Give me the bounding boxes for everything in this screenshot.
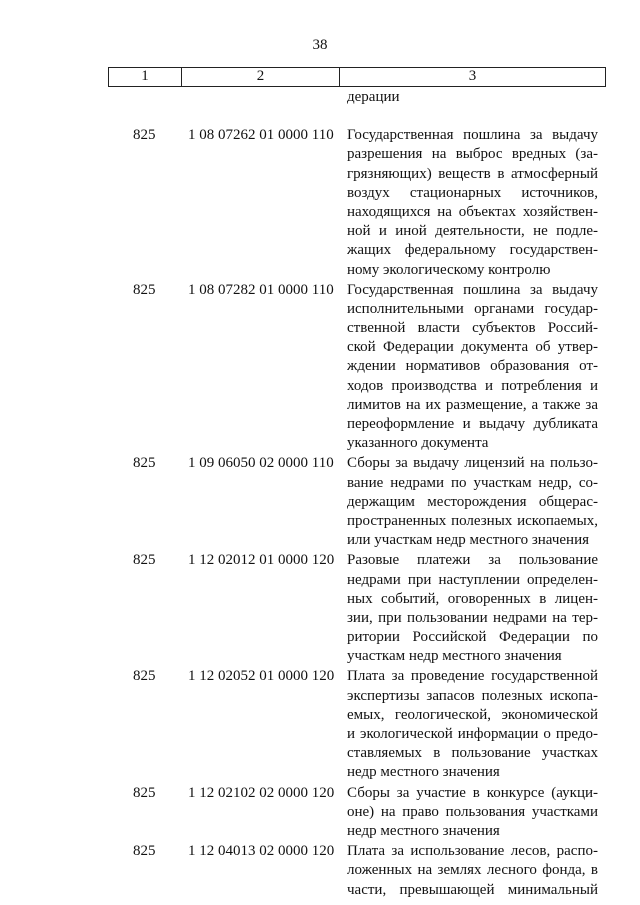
description-line: ной и иной деятельности, не подле- <box>347 223 598 240</box>
description-line: ных событий, оговоренных в лицен- <box>347 590 598 607</box>
revenue-description <box>347 784 598 842</box>
description-line: или участкам недр местного значения <box>347 532 589 549</box>
description-line: грязняющих) веществ в атмосферный <box>347 165 598 182</box>
budget-classification-code: 1 09 06050 02 0000 110 <box>188 455 334 472</box>
table-row <box>0 667 640 782</box>
description-line: вание недрами по участкам недр, со- <box>347 474 598 491</box>
admin-code: 825 <box>133 455 156 472</box>
header-col-1: 1 <box>109 68 182 86</box>
description-line: разрешения на выброс вредных (за- <box>347 146 598 163</box>
description-line: исполнительными органами государ- <box>347 300 598 317</box>
description-line: экспертизы запасов полезных ископа- <box>347 687 598 704</box>
description-line: ному экологическому контролю <box>347 261 551 278</box>
description-line: Сборы за участие в конкурсе (аукци- <box>347 784 598 801</box>
description-line: Сборы за выдачу лицензий на пользо- <box>347 455 598 472</box>
description-line: оне) на право пользования участками <box>347 803 598 820</box>
admin-code: 825 <box>133 668 156 685</box>
table-header <box>108 67 606 87</box>
description-line: Плата за проведение государственной <box>347 668 598 685</box>
description-line: ритории Российской Федерации по <box>347 629 598 646</box>
description-line: ставляемых в пользование участках <box>347 745 598 762</box>
description-line: ходов производства и потребления и <box>347 377 598 394</box>
description-line: Государственная пошлина за выдачу <box>347 281 598 298</box>
description-line: воздух стационарных источников, <box>347 184 598 201</box>
header-col-2: 2 <box>182 68 340 86</box>
revenue-description <box>347 842 598 900</box>
admin-code: 825 <box>133 281 156 298</box>
description-line: Плата за использование лесов, распо- <box>347 843 598 860</box>
table-row <box>0 88 640 107</box>
description-line: недр местного значения <box>347 822 500 839</box>
description-line: недрами при наступлении определен- <box>347 571 598 588</box>
table-body <box>0 88 640 900</box>
admin-code: 825 <box>133 127 156 144</box>
table-row <box>0 551 640 666</box>
description-line: лимитов на их размещение, а также за <box>347 396 598 413</box>
description-line: пространенных полезных ископаемых, <box>347 512 598 529</box>
budget-classification-code: 1 12 02012 01 0000 120 <box>188 552 335 569</box>
budget-classification-code: 1 08 07262 01 0000 110 <box>188 127 334 144</box>
admin-code: 825 <box>133 552 156 569</box>
description-line: недр местного значения <box>347 764 500 781</box>
description-line: емых, геологической, экономической <box>347 706 598 723</box>
admin-code: 825 <box>133 843 156 860</box>
description-line: Разовые платежи за пользование <box>347 552 598 569</box>
description-line: части, превышающей минимальный <box>347 881 598 898</box>
description-line: ской Федерации документа об утвер- <box>347 339 598 356</box>
description-line: и экологической информации о предо- <box>347 726 598 742</box>
table-row <box>0 126 640 280</box>
description-line: участкам недр местного значения <box>347 648 562 665</box>
header-col-3: 3 <box>468 68 477 84</box>
description-line: дерации <box>347 89 400 105</box>
table-row <box>0 842 640 900</box>
revenue-description <box>347 551 598 666</box>
revenue-description <box>347 667 598 782</box>
revenue-description <box>347 88 598 107</box>
revenue-description <box>347 281 598 454</box>
description-line: Государственная пошлина за выдачу <box>347 127 598 144</box>
table-row <box>0 281 640 454</box>
description-line: держащим месторождения общерас- <box>347 493 598 510</box>
admin-code: 825 <box>133 784 156 801</box>
description-line: жащих федеральному государствен- <box>347 242 598 259</box>
description-line: ждении нормативов образования от- <box>347 358 598 375</box>
page-number: 38 <box>312 37 328 53</box>
table-row <box>0 784 640 842</box>
budget-classification-code: 1 08 07282 01 0000 110 <box>188 281 334 298</box>
description-line: находящихся на объектах хозяйствен- <box>347 203 598 220</box>
description-line: ственной власти субъектов Россий- <box>347 320 598 337</box>
table-row <box>0 454 640 550</box>
description-line: переоформление и выдачу дубликата <box>347 416 598 432</box>
description-line: ложенных на землях лесного фонда, в <box>347 862 598 879</box>
description-line: зии, при пользовании недрами на тер- <box>347 609 598 626</box>
description-line: указанного документа <box>347 435 489 452</box>
budget-classification-code: 1 12 04013 02 0000 120 <box>188 843 335 860</box>
revenue-description <box>347 126 598 280</box>
revenue-description <box>347 454 598 550</box>
budget-classification-code: 1 12 02102 02 0000 120 <box>188 784 335 801</box>
budget-classification-code: 1 12 02052 01 0000 120 <box>188 668 335 685</box>
